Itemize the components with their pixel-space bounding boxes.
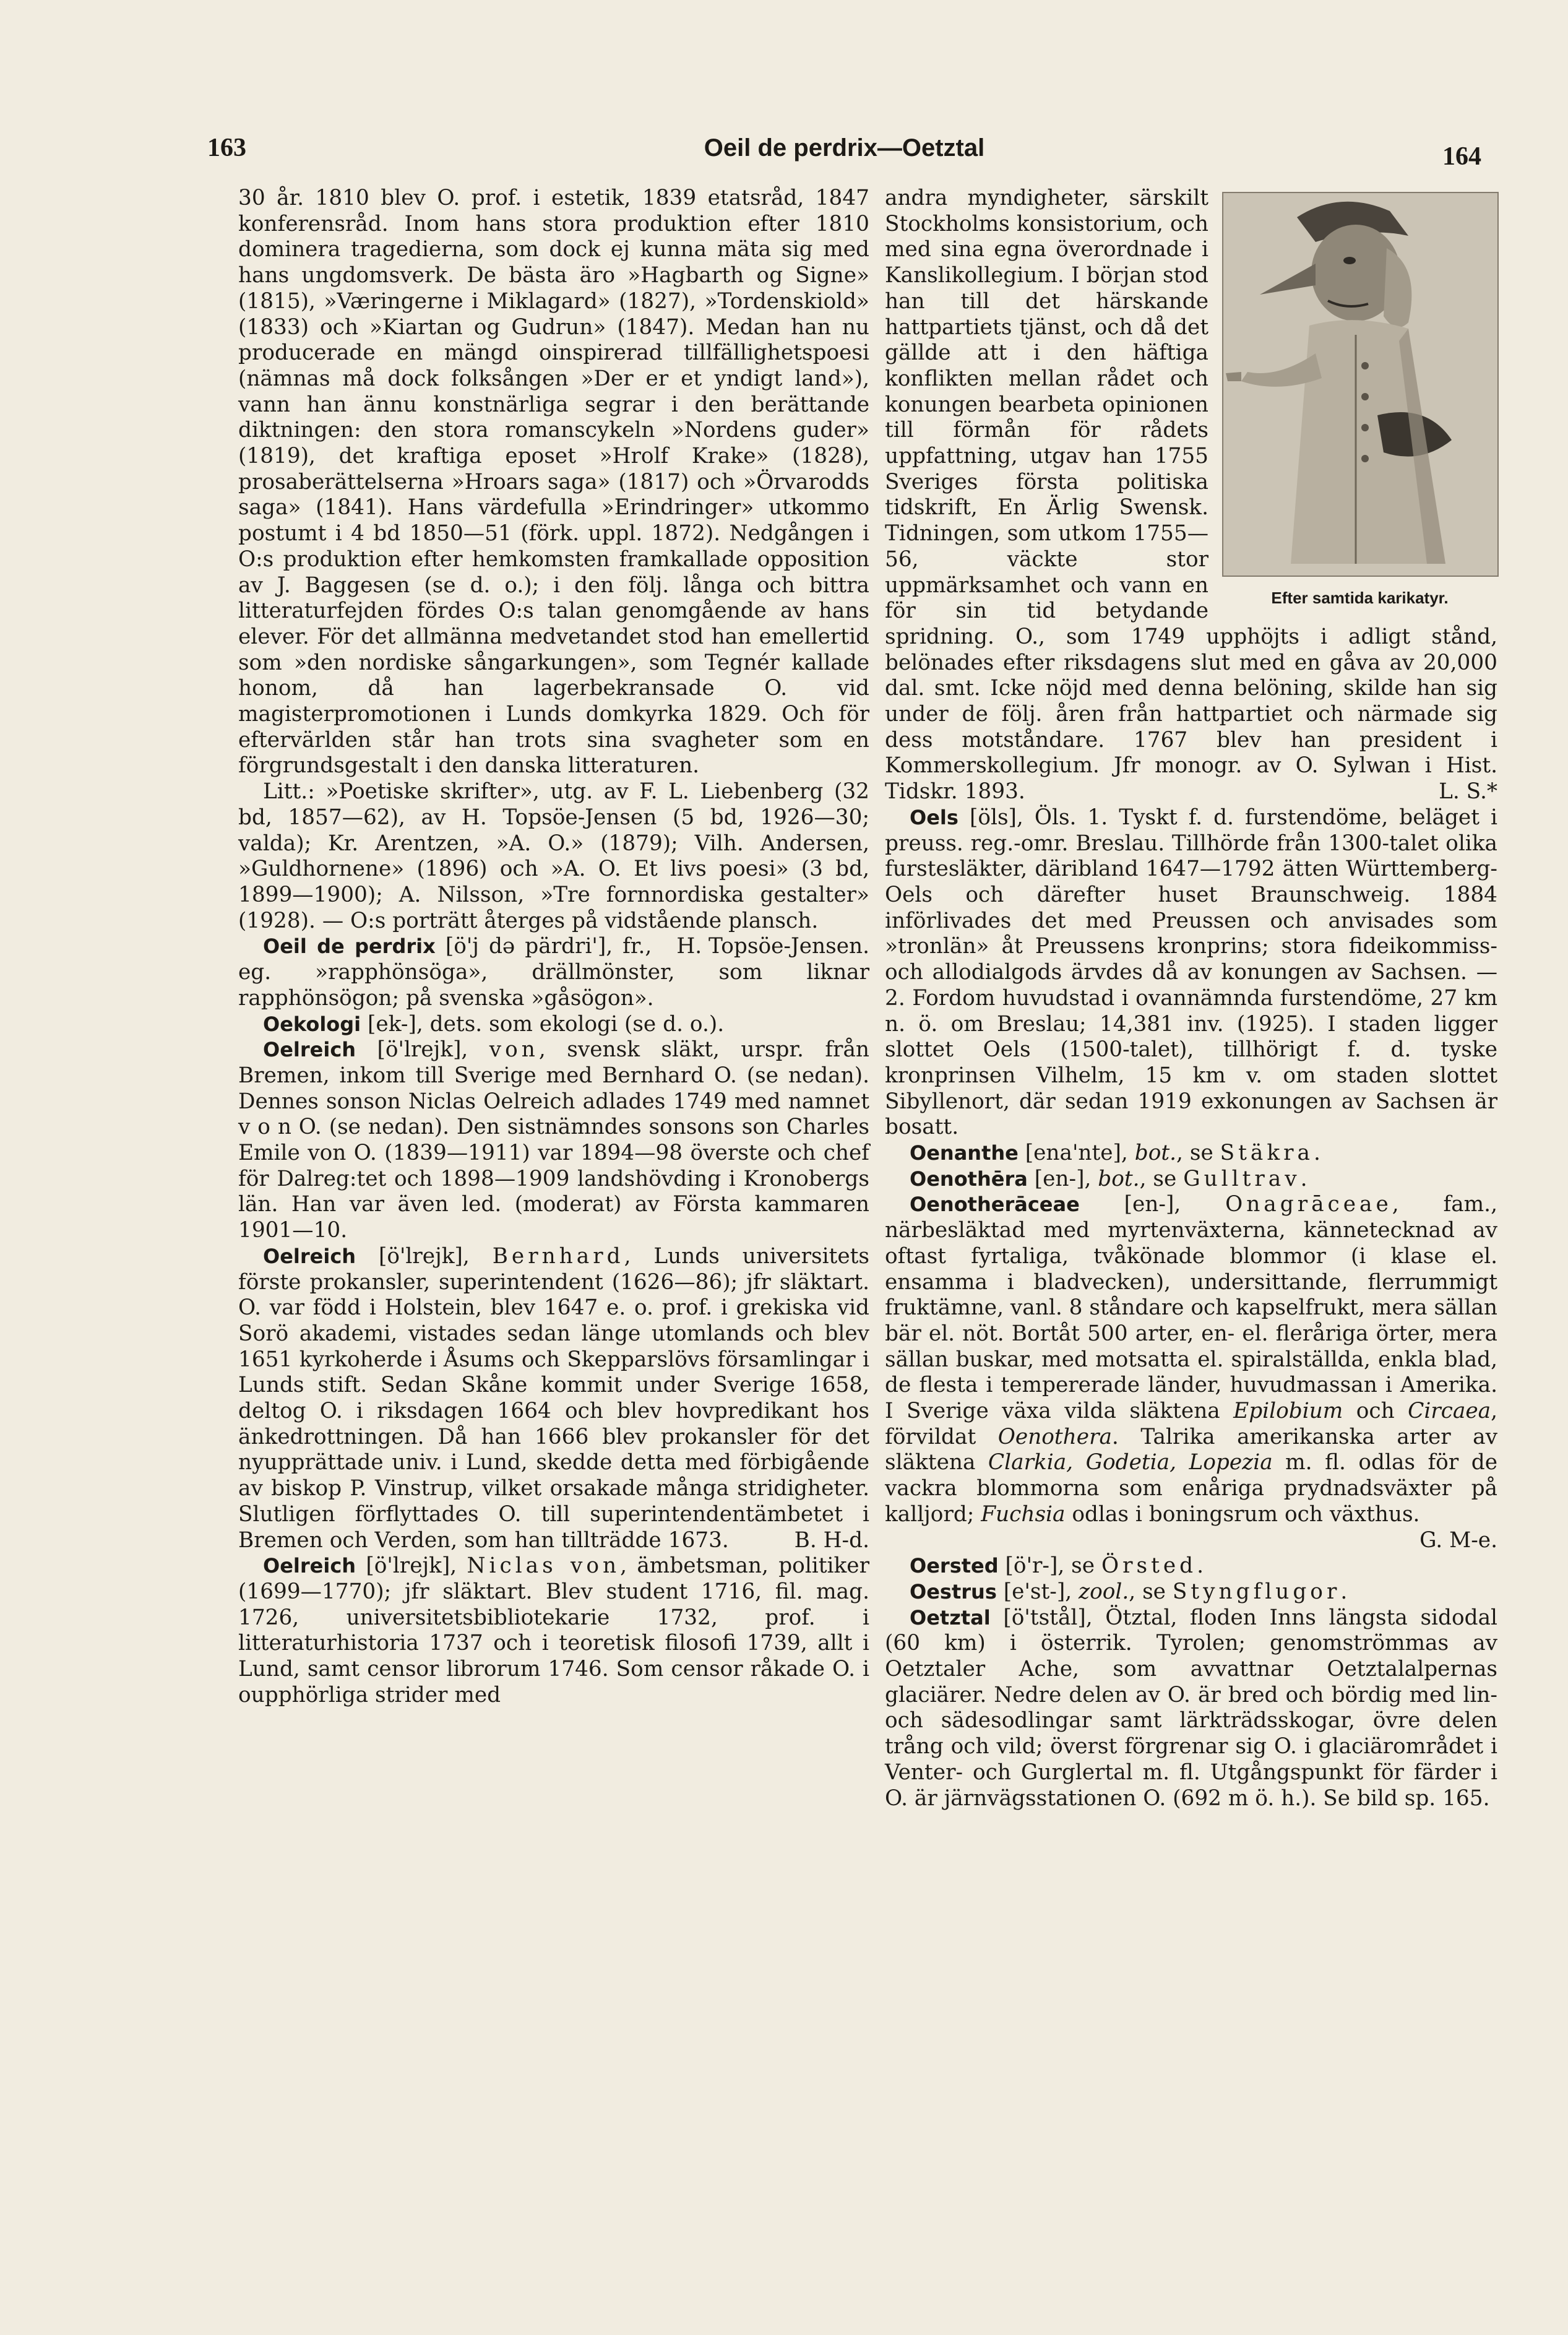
cross-reference: Örsted	[1101, 1553, 1197, 1579]
left-column	[238, 186, 869, 1708]
label-zool: zool.	[1079, 1579, 1129, 1604]
text-se: , se	[1176, 1141, 1220, 1166]
left-page-number: 163	[207, 134, 246, 162]
entry-oersted	[885, 1553, 1497, 1579]
pronunciation: [en-],	[1079, 1192, 1226, 1217]
signature: H. Topsöe-Jensen.	[676, 934, 869, 959]
headword: Oeil de perdrix	[263, 934, 436, 959]
text-end: .	[1314, 1141, 1320, 1166]
entry-oelreich-family	[238, 1037, 869, 1244]
entry-oelreich-niclas	[238, 1553, 869, 1708]
pronunciation: [ö'lrejk],	[356, 1037, 489, 1063]
headword: Oenothēra	[910, 1167, 1028, 1191]
entry-text: [ö'j də pärdri'], fr., eg. »rapphönsöga», drällmönster, som liknar rapphönsögon; på svenska »gåsögon».	[238, 934, 869, 1011]
entry-text: [öls], Öls. 1. Tyskt f. d. furstendöme, beläget i preuss. reg.-omr. Breslau. Tillhörde från 1300-talet olika furstesläkter, däribland 1647—1792 ätten Württemberg-Oels och därefter huset Braunschweig. 1884 införlivades det med Preussen och anvisades som »tronlän» åt Preussens kronprins; stora fideikommiss- och allodialgods ärvdes då av konungen av Sachsen. — 2. Fordom huvudstad i ovannämnda furstendöme, 27 km n. ö. om Breslau; 14,381 inv. (1925). I staden ligger slottet Oels (1500-talet), tillhörigt f. d. tyske kronprinsen Vilhelm, 15 km v. om staden slottet Sibyllenort, där sedan 1919 exkonungen av Sachsen är bosatt.	[885, 805, 1497, 1140]
entry-text: m. fl. odlas för de vackra blommorna som enåriga prydnadsväxter på kalljord;	[885, 1450, 1497, 1527]
pronunciation: [ö'r-], se	[998, 1553, 1101, 1579]
pronunciation: [ö'lrejk],	[356, 1243, 493, 1269]
entry-text: , förvildat	[885, 1399, 1497, 1449]
signature: B. H-d.	[794, 1527, 869, 1553]
entry-text: , svensk släkt, urspr. från Bremen, inkom till Sverige med Bernhard O. (se nedan). Dennes sonson Niclas Oelreich adlades 1749 med namnet v o n O. (se nedan). Den sistnämndes sonsons son Charles Emile von O. (1839—1911) var 1894—98 överste och chef för Dalreg:tet och 1898—1909 landshövding i Kronobergs län. Han var även led. (moderat) av Första kammaren 1901—10.	[238, 1037, 869, 1243]
headword: Oetztal	[910, 1605, 991, 1629]
text-end: .	[1197, 1553, 1204, 1579]
headword: Oelreich	[263, 1038, 356, 1062]
caricature-image	[1222, 192, 1499, 577]
continuation-text: andra myndigheter, särskilt Stockholms konsistorium, och med sina egna överordnade i Kanslikollegium. I början stod han till det härskande hattpartiets tjänst, och då det gällde att i den häftiga konflikten mellan rådet och konungen bearbeta opinionen till förmån för rådets uppfattning, utgav han 1755 Sveriges första politiska tidskrift, En Ärlig Swensk. Tidningen, som utkom 1755—56, väckte stor uppmärksamhet och vann en för sin tid betydande spridning. O., som 1749 upphöjts i adligt stånd, belönades efter riksdagens slut med en gåva av 20,000 dal. smt. Icke nöjd med denna belöning, skilde han sig under de följ. åren från hattpartiet och närmade sig dess motståndare. 1767 blev han president i Kommerskollegium. Jfr monogr. av O. Sylwan i Hist. Tidskr. 1893.	[885, 186, 1497, 805]
entry-text: , Lunds universitets förste prokansler, superintendent (1626—86); jfr släktart. O. var född i Holstein, blev 1647 e. o. prof. i grekiska vid Sorö akademi, vistades sedan länge utomlands och blev 1651 kyrkoherde i Åsums och Skepparslövs församlingar i Lunds stift. Sedan Skåne kommit under Sverige 1658, deltog O. i riksdagen 1664 och blev hovpredikant hos änkedrottningen. Då han 1666 blev prokansler för det nyupprättade univ. i Lund, skedde detta med förbigående av biskop P. Vinstrup, vilket orsakade många stridigheter. Slutligen förflyttades O. till superintendentämbetet i Bremen och Verden, som han tillträdde 1673.	[238, 1243, 869, 1553]
entry-text: . Talrika amerikanska arter av släktena	[885, 1424, 1497, 1475]
name-particle: von	[489, 1037, 539, 1063]
entry-text: [ö'tstål], Ötztal, floden Inns längsta sidodal (60 km) i österrik. Tyrolen; genomströmmas av Oetztaler Ache, som avvattnar Oetztalalpernas glaciärer. Nedre delen av O. är bred och bördig med lin- och sädesodlingar samt lärkträdsskogar, övre delen trång och vild; överst förgrenar sig O. i glaciärområdet i Venter- och Gurglertal m. fl. Utgångspunkt för färder i O. är järnvägsstationen O. (692 m ö. h.). Se bild sp. 165.	[885, 1605, 1497, 1811]
entry-oetztal	[885, 1605, 1497, 1812]
signature: G. M-e.	[1419, 1527, 1497, 1553]
label-bot: bot.	[1098, 1166, 1140, 1191]
genus-name: Epilobium	[1233, 1399, 1343, 1424]
text-end: .	[1340, 1579, 1348, 1604]
text-end: .	[1300, 1166, 1307, 1191]
genus-name: Oenothera	[997, 1424, 1112, 1449]
given-name: Niclas von	[467, 1553, 621, 1579]
cross-reference: Styngflugor	[1172, 1579, 1341, 1604]
entry-text: [ek-], dets. som ekologi (se d. o.).	[361, 1011, 725, 1037]
entry-text: odlas i boningsrum och växthus.	[1065, 1501, 1420, 1527]
headword: Oersted	[910, 1554, 999, 1578]
synonym: Onagrāceae	[1225, 1192, 1392, 1217]
genus-name: Fuchsia	[981, 1501, 1066, 1527]
entry-text: och	[1343, 1399, 1408, 1424]
headword: Oenanthe	[910, 1141, 1019, 1165]
right-page-number: 164	[1442, 142, 1481, 171]
entry-oekologi	[238, 1012, 869, 1038]
text-se: , se	[1139, 1166, 1184, 1191]
literature-text: Litt.: »Poetiske skrifter», utg. av F. L. Liebenberg (32 bd, 1857—62), av H. Topsöe-Jensen (5 bd, 1926—30; valda); Kr. Arentzen, »A. O.» (1879); Vilh. Andersen, »Guldhornene» (1896) och »A. O. Et livs poesi» (3 bd, 1899—1900); A. Nilsson, »Tre fornnordiska gestalter» (1928). — O:s porträtt återges på vidstående plansch.	[238, 779, 869, 933]
pronunciation: [ena'nte],	[1018, 1141, 1135, 1166]
headword: Oelreich	[263, 1554, 356, 1578]
running-title: Oeil de perdrix—Oetztal	[704, 134, 985, 162]
caricature-figure	[1222, 192, 1497, 611]
cross-reference: Gulltrav	[1183, 1166, 1301, 1191]
text-se: , se	[1129, 1579, 1173, 1604]
page-header	[207, 133, 1481, 183]
figure-caption: Efter samtida karikatyr.	[1271, 589, 1449, 607]
genus-name: Circaea	[1408, 1399, 1491, 1424]
right-column	[885, 186, 1497, 1811]
headword: Oels	[910, 805, 958, 829]
headword: Oekologi	[263, 1012, 361, 1036]
headword: Oestrus	[910, 1579, 997, 1603]
headword: Oelreich	[263, 1244, 356, 1268]
entry-oenothera	[885, 1167, 1497, 1193]
label-bot: bot.	[1134, 1141, 1177, 1166]
signature: L. S.*	[1439, 779, 1497, 805]
entry-oelreich-bernhard	[238, 1244, 869, 1553]
headword: Oenotherāceae	[910, 1193, 1080, 1217]
oehlenschlager-continuation: 30 år. 1810 blev O. prof. i estetik, 1839 etatsråd, 1847 konferensråd. Inom hans stora produktion efter 1810 dominera tragedierna, som dock ej kunna mäta sig med hans ungdomsverk. De bästa äro »Hagbarth og Signe» (1815), »Væringerne i Miklagard» (1827), »Tordenskiold» (1833) och »Kiartan og Gudrun» (1847). Medan han nu producerade en mängd oinspirerad tillfällighetspoesi (nämnas må dock folksången »Der er et yndigt land»), vann han ännu konstnärliga segrar i den berättande diktningen: den stora romanscykeln »Nordens guder» (1819), det kraftiga eposet »Hrolf Krake» (1828), prosaberättelserna »Hroars saga» (1817) och »Örvarodds saga» (1841). Hans värdefulla »Erindringer» utkommo postumt i 4 bd 1850—51 (förk. uppl. 1872). Nedgången i O:s produktion efter hemkomsten framkallade opposition av J. Baggesen (se d. o.); i den följ. långa och bittra litteraturfejden fördes O:s talan genomgående av hans elever. För det allmänna medvetandet stod han emellertid som »den nordiske sångarkungen», som Tegnér kallade honom, då han lagerbekransade O. vid magisterpromotionen i Lunds domkyrka 1829. Och för eftervärlden står han trots sina svagheter som en förgrundsgestalt i den danska litteraturen.	[238, 186, 869, 779]
entry-oenotheraceae	[885, 1192, 1497, 1553]
pronunciation: [ö'lrejk],	[356, 1553, 467, 1579]
pronunciation: [e'st-],	[996, 1579, 1079, 1604]
entry-text: , ämbetsman, politiker (1699—1770); jfr släktart. Blev student 1716, fil. mag. 1726, universitetsbibliotekarie 1732, prof. i litteraturhistoria 1737 och i teoretisk filosofi 1739, allt i Lund, samt censor librorum 1746. Som censor råkade O. i oupphörliga strider med	[238, 1553, 869, 1707]
entry-oels	[885, 805, 1497, 1141]
entry-oenanthe	[885, 1141, 1497, 1167]
entry-text: , fam., närbesläktad med myrtenväxterna, kännetecknad av oftast fyrtaliga, tvåkönade blommor (i klase el. ensamma i bladvecken), undersittande, flerrummigt fruktämne, vanl. 8 ståndare och kapselfrukt, mera sällan bär el. nöt. Bortåt 500 arter, en- el. fleråriga örter, mera sällan buskar, med motsatta el. spiralställda, enkla blad, de flesta i tempererade länder, huvudmassan i Amerika. I Sverige växa vilda släktena	[885, 1192, 1497, 1424]
genus-name: Clarkia, Godetia, Lopezia	[988, 1450, 1273, 1475]
given-name: Bernhard	[492, 1243, 624, 1269]
pronunciation: [en-],	[1027, 1166, 1098, 1191]
cross-reference: Stäkra	[1220, 1141, 1314, 1166]
entry-oestrus	[885, 1579, 1497, 1605]
